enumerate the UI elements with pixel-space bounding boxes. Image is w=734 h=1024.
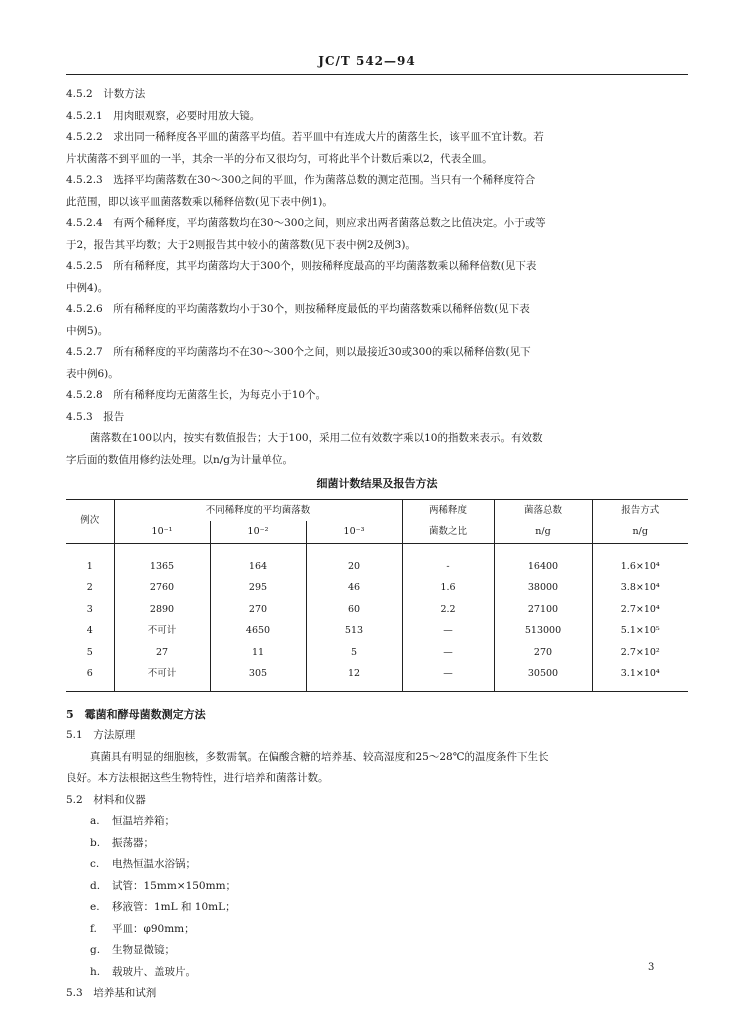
bacteria-count-table — [66, 499, 688, 692]
cell-ratio: - — [402, 543, 494, 577]
cell-d3: 46 — [306, 577, 402, 599]
table-row — [66, 577, 688, 599]
header-rule — [66, 74, 688, 75]
cell-total: 270 — [494, 642, 592, 664]
list-text: 平皿：φ90mm； — [112, 922, 195, 935]
col-header-dilution: 不同稀释度的平均菌落数 — [114, 499, 402, 521]
list-marker: g. — [90, 944, 101, 956]
cell-d1: 1365 — [114, 543, 210, 577]
section-heading: 5.3 培养基和试剂 — [66, 987, 157, 999]
col-header-dil-3: 10⁻³ — [306, 521, 402, 543]
clause-text: 4.5.2.5 所有稀释度，其平均菌落均大于300个，则按稀释度最高的平均菌落数乘以稀释倍数(见下表 — [66, 260, 537, 272]
cell-d1: 27 — [114, 642, 210, 664]
clause-text: 4.5.2.3 选择平均菌落数在30～300之间的平皿，作为菌落总数的测定范围。当只有一个稀释度符合 — [66, 174, 536, 186]
list-marker: a. — [90, 815, 100, 827]
section-heading: 5.2 材料和仪器 — [66, 793, 146, 806]
cell-total: 27100 — [494, 599, 592, 621]
cell-d2: 270 — [210, 599, 306, 621]
cell-report: 5.1×10⁵ — [592, 620, 688, 642]
list-marker: h. — [90, 965, 101, 978]
cell-case: 6 — [66, 663, 114, 691]
list-marker: b. — [90, 836, 101, 849]
list-text: 试管：15mm×150mm； — [112, 879, 237, 892]
cell-report: 3.1×10⁴ — [592, 663, 688, 691]
cell-ratio: — — [402, 663, 494, 691]
list-item — [66, 876, 688, 898]
col-header-total-unit: n/g — [494, 521, 592, 543]
clause-text: 中例4)。 — [66, 281, 109, 294]
clause-text: 于2，报告其平均数；大于2则报告其中较小的菌落数(见下表中例2及例3)。 — [66, 238, 416, 251]
table-row — [66, 642, 688, 664]
col-header-ratio-2: 菌数之比 — [402, 521, 494, 543]
clause-text: 表中例6)。 — [66, 367, 119, 380]
list-item — [66, 897, 688, 919]
principle-text: 真菌具有明显的细胞核，多数需氧。在偏酸含糖的培养基、较高湿度和25～28℃的温度条件下生长 — [90, 750, 549, 763]
cell-total: 30500 — [494, 663, 592, 691]
list-marker: d. — [90, 879, 101, 892]
clause-text: 4.5.2.2 求出同一稀释度各平皿的菌落平均值。若平皿中有连成大片的菌落生长，该平皿不宜计数。若 — [66, 131, 544, 143]
cell-d3: 60 — [306, 599, 402, 621]
list-text: 移液管：1mL 和 10mL； — [112, 901, 236, 913]
list-text: 电热恒温水浴锅； — [112, 858, 196, 870]
page-body — [66, 84, 688, 1005]
list-marker: c. — [90, 858, 100, 870]
cell-d1: 2760 — [114, 577, 210, 599]
section-heading: 4.5.2 计数方法 — [66, 88, 146, 100]
report-text: 菌落数在100以内，按实有数值报告；大于100，采用二位有效数字乘以10的指数来表示。有效数 — [90, 432, 543, 444]
cell-d3: 12 — [306, 663, 402, 691]
cell-ratio: 2.2 — [402, 599, 494, 621]
cell-ratio: — — [402, 642, 494, 664]
clause-text: 4.5.2.6 所有稀释度的平均菌落数均小于30个，则按稀释度最低的平均菌落数乘以稀释倍数(见下表 — [66, 303, 530, 315]
list-text: 恒温培养箱； — [112, 815, 175, 827]
col-header-total: 菌落总数 — [494, 499, 592, 521]
cell-total: 16400 — [494, 543, 592, 577]
cell-d1: 不可计 — [114, 620, 210, 642]
list-item — [66, 940, 688, 962]
cell-ratio: — — [402, 620, 494, 642]
clause-text: 4.5.2.4 有两个稀释度，平均菌落数均在30～300之间，则应求出两者菌落总数之比值决定。小于或等 — [66, 217, 546, 229]
col-header-ratio: 两稀释度 — [402, 499, 494, 521]
cell-case: 2 — [86, 582, 93, 593]
list-text: 载玻片、盖玻片。 — [112, 965, 196, 978]
section-heading: 5.1 方法原理 — [66, 729, 136, 741]
list-item — [66, 854, 688, 876]
page-number: 3 — [648, 962, 655, 973]
cell-d1: 2890 — [114, 599, 210, 621]
list-item — [66, 811, 688, 833]
cell-total: 513000 — [494, 620, 592, 642]
list-text: 振荡器； — [112, 836, 154, 849]
table-row — [66, 599, 688, 621]
cell-report: 1.6×10⁴ — [592, 543, 688, 577]
clause-text: 4.5.2.7 所有稀释度的平均菌落均不在30～300个之间，则以最接近30或300的乘以稀释倍数(见下 — [66, 346, 531, 358]
principle-text: 良好。本方法根据这些生物特性，进行培养和菌落计数。 — [66, 772, 329, 784]
section-heading: 4.5.3 报告 — [66, 410, 125, 423]
cell-d3: 5 — [306, 642, 402, 664]
cell-d3: 513 — [306, 620, 402, 642]
report-text: 字后面的数值用修约法处理。以n/g为计量单位。 — [66, 453, 294, 466]
cell-d1: 不可计 — [114, 663, 210, 691]
cell-d3: 20 — [306, 543, 402, 577]
col-header-case: 例次 — [66, 499, 114, 543]
list-item — [66, 962, 688, 984]
cell-ratio: 1.6 — [402, 577, 494, 599]
col-header-dil-2: 10⁻² — [210, 521, 306, 543]
cell-d2: 164 — [210, 543, 306, 577]
clause-text: 片状菌落不到平皿的一半，其余一半的分布又很均匀，可将此半个计数后乘以2，代表全皿。 — [66, 152, 493, 165]
cell-case: 5 — [86, 646, 93, 658]
cell-report: 2.7×10⁴ — [592, 599, 688, 621]
table-title: 细菌计数结果及报告方法 — [316, 477, 438, 490]
col-header-dil-1: 10⁻¹ — [114, 521, 210, 543]
clause-text: 此范围，即以该平皿菌落数乘以稀释倍数(见下表中例1)。 — [66, 195, 333, 208]
cell-case: 3 — [86, 603, 93, 615]
clause-text: 4.5.2.8 所有稀释度均无菌落生长，为每克小于10个。 — [66, 389, 327, 401]
cell-d2: 295 — [210, 577, 306, 599]
cell-case: 1 — [86, 560, 93, 572]
section-5-heading: 5 霉菌和酵母菌数测定方法 — [66, 707, 206, 721]
cell-report: 3.8×10⁴ — [592, 577, 688, 599]
cell-d2: 4650 — [210, 620, 306, 642]
document-header: JC/T 542—94 — [318, 54, 416, 68]
col-header-report-unit: n/g — [592, 521, 688, 543]
clause-text: 4.5.2.1 用肉眼观察，必要时用放大镜。 — [66, 109, 261, 122]
list-marker: f. — [90, 922, 97, 935]
table-row — [66, 620, 688, 642]
table-row — [66, 543, 688, 577]
list-item — [66, 833, 688, 855]
cell-d2: 305 — [210, 663, 306, 691]
table-row — [66, 663, 688, 691]
clause-text: 中例5)。 — [66, 324, 109, 337]
cell-report: 2.7×10² — [592, 642, 688, 664]
list-item — [66, 919, 688, 941]
cell-total: 38000 — [494, 577, 592, 599]
cell-d2: 11 — [210, 642, 306, 664]
cell-case: 4 — [86, 625, 93, 636]
list-text: 生物显微镜； — [112, 944, 175, 956]
list-marker: e. — [90, 901, 100, 913]
col-header-report: 报告方式 — [592, 499, 688, 521]
